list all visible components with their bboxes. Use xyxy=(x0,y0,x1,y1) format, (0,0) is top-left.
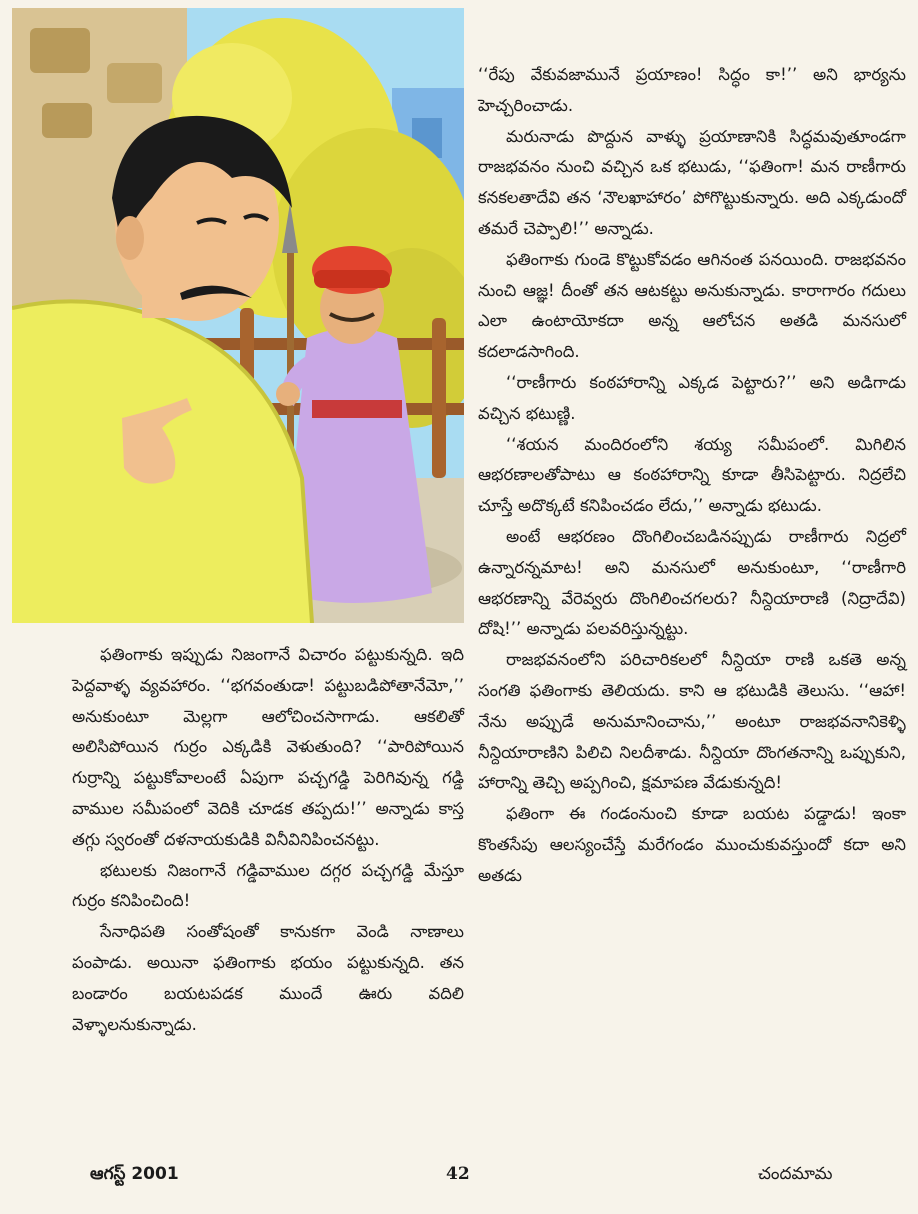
story-paragraph: రాజభవనంలోని పరిచారికలలో నీన్దియా రాణి ఒకతె అన్న సంగతి ఫతింగాకు తెలియదు. కాని ఆ భటుడికి తెలుసు. ‘‘ఆహా! నేను అప్పుడే అనుమానించాను,’’ అంటూ రాజభవనానికెళ్ళి నీన్దియారాణిని పిలిచి నిలదీశాడు. నీన్దియా దొంగతనాన్ని ఒప్పుకుని, హారాన్ని తెచ్చి అప్పగించి, క్షమాపణ వేడుకున్నది! xyxy=(478,650,906,793)
story-illustration xyxy=(12,8,464,623)
story-paragraph: ఫతింగా ఈ గండంనుంచి కూడా బయట పడ్డాడు! ఇంకా కొంతసేపు ఆలస్యంచేస్తే మరేగండం ముంచుకువస్తుందో కదా అని అతడు xyxy=(478,804,906,885)
story-paragraph: భటులకు నిజంగానే గడ్డివాముల దగ్గర పచ్చగడ్డి మేస్తూ గుర్రం కనిపించింది! xyxy=(72,860,464,911)
magazine-name: చందమామ xyxy=(758,1164,833,1184)
footer-date: ఆగస్ట్ 2001 xyxy=(90,1164,179,1184)
story-paragraph: ‘‘రేపు వేకువజామునే ప్రయాణం! సిద్ధం కా!’’ అని భార్యను హెచ్చరించాడు. xyxy=(478,65,906,115)
story-paragraph: మరునాడు పొద్దున వాళ్ళు ప్రయాణానికి సిద్ధమవుతూండగా రాజభవనం నుంచి వచ్చిన ఒక భటుడు, ‘‘ఫతింగా! మన రాణీగారు కనకలతాదేవి తన ‘నౌలఖాహారం’ పోగొట్టుకున్నారు. అది ఎక్కడుందో తమరే చెప్పాలి!’’ అన్నాడు. xyxy=(478,126,906,238)
story-paragraph: ‘‘రాణీగారు కంఠహారాన్ని ఎక్కడ పెట్టారు?’’ అని అడిగాడు వచ్చిన భటుణ్ణి. xyxy=(478,372,906,423)
story-paragraph: అంటే ఆభరణం దొంగిలించబడినప్పుడు రాణీగారు నిద్రలో ఉన్నారన్నమాట! అని మనసులో అనుకుంటూ, ‘‘రాణీగారి ఆభరణాన్ని వేరెవ్వరు దొంగిలించగలరు? నీన్దియారాణి (నిద్రాదేవి) దోషి!’’ అన్నాడు పలవరిస్తున్నట్టు. xyxy=(478,526,906,639)
illustration-icon xyxy=(12,8,464,623)
story-paragraph: ఫతింగాకు గుండె కొట్టుకోవడం ఆగినంత పనయింది. రాజభవనం నుంచి ఆజ్ఞ! దీంతో తన ఆటకట్టు అనుకున్నాడు. కారాగారం గదులు ఎలా ఉంటాయోకదా అన్న ఆలోచన అతడి మనసులో కదలాడసాగింది. xyxy=(478,249,906,362)
story-paragraph: సేనాధిపతి సంతోషంతో కానుకగా వెండి నాణాలు పంపాడు. అయినా ఫతింగాకు భయం పట్టుకున్నది. తన బండారం బయటపడక ముందే ఊరు వదిలి వెళ్ళాలనుకున్నాడు. xyxy=(72,922,464,1034)
left-text-column xyxy=(72,640,464,1040)
page-number: 42 xyxy=(446,1164,470,1184)
story-paragraph: ‘‘శయన మందిరంలోని శయ్య సమీపంలో. మిగిలిన ఆభరణాలతోపాటు ఆ కంఠహారాన్ని కూడా తీసిపెట్టారు. నిద్రలేచి చూస్తే అదొక్కటే కనిపించడం లేదు,’’ అన్నాడు భటుడు. xyxy=(478,434,906,516)
right-text-column xyxy=(478,60,906,892)
story-paragraph: ఫతింగాకు ఇప్పుడు నిజంగానే విచారం పట్టుకున్నది. ఇది పెద్దవాళ్ళ వ్యవహారం. ‘‘భగవంతుడా! పట్టుబడిపోతానేమో,’’ అనుకుంటూ మెల్లగా ఆలోచించసాగాడు. ఆకలితో అలిసిపోయిన గుర్రం ఎక్కడికి వెళుతుంది? ‘‘పారిపోయిన గుర్రాన్ని పట్టుకోవాలంటే ఏపుగా పచ్చగడ్డి పెరిగివున్న గడ్డి వాముల సమీపంలో వెదికి చూడక తప్పదు!’’ అన్నాడు కాస్త తగ్గు స్వరంతో దళనాయకుడికి వినీవినిపించనట్టు. xyxy=(72,645,464,849)
